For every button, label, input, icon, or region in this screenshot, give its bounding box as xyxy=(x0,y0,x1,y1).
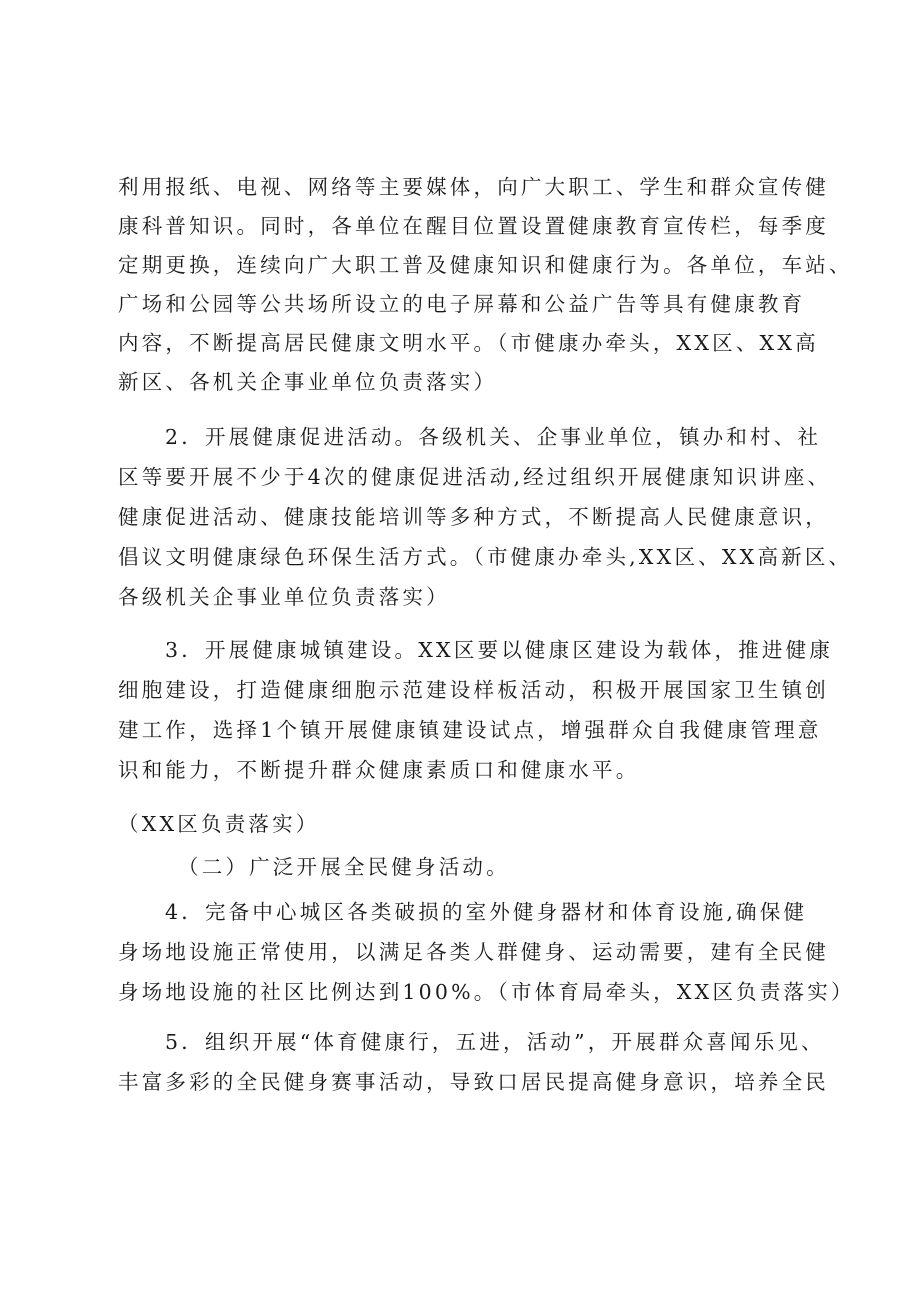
section-heading: （二）广泛开展全民健身活动。 xyxy=(178,855,510,879)
text-line: 丰富多彩的全民健身赛事活动，导致口居民提高健身意识，培养全民 xyxy=(118,1070,829,1094)
text-line: （XX区负责落实） xyxy=(118,812,320,836)
text-line: 身场地设施正常使用，以满足各类人群健身、运动需要，建有全民健 xyxy=(118,940,829,964)
paragraph-5-first-line: 5．组织开展“体育健康行，五进，活动”，开展群众喜闻乐见、 xyxy=(165,1030,825,1054)
text-line: 利用报纸、电视、网络等主要媒体，向广大职工、学生和群众宣传健 xyxy=(118,175,829,199)
text-line: 倡议文明健康绿色环保生活方式。（市健康办牵头,XX区、XX高新区、 xyxy=(118,545,853,569)
text-line: 广场和公园等公共场所设立的电子屏幕和公益广告等具有健康教育 xyxy=(118,292,806,316)
paragraph-3-first-line: 3．开展健康城镇建设。XX区要以健康区建设为载体，推进健康 xyxy=(165,638,834,662)
text-line: 身场地设施的社区比例达到100%。（市体育局牵头，XX区负责落实） xyxy=(118,980,855,1004)
text-line: 康科普知识。同时，各单位在醒目位置设置健康教育宣传栏，每季度 xyxy=(118,214,829,238)
text-line: 定期更换，连续向广大职工普及健康知识和健康行为。各单位，车站、 xyxy=(118,253,853,277)
text-line: 识和能力，不断提升群众健康素质口和健康水平。 xyxy=(118,758,640,782)
text-line: 建工作，选择1个镇开展健康镇建设试点，增强群众自我健康管理意 xyxy=(118,718,822,742)
text-line: 区等要开展不少于4次的健康促进活动,经过组织开展健康知识讲座、 xyxy=(118,465,832,489)
text-line: 健康促进活动、健康技能培训等多种方式，不断提高人民健康意识， xyxy=(118,505,829,529)
text-line: 细胞建设，打造健康细胞示范建设样板活动，积极开展国家卫生镇创 xyxy=(118,678,829,702)
text-line: 各级机关企事业单位负责落实） xyxy=(118,585,450,609)
text-line: 新区、各机关企事业单位负责落实） xyxy=(118,370,498,394)
paragraph-2-first-line: 2．开展健康促进活动。各级机关、企事业单位，镇办和村、社 xyxy=(165,425,822,449)
text-line: 内容，不断提高居民健康文明水平。（市健康办牵头，XX区、XX高 xyxy=(118,331,819,355)
paragraph-4-first-line: 4．完备中心城区各类破损的室外健身器材和体育设施,确保健 xyxy=(165,900,808,924)
